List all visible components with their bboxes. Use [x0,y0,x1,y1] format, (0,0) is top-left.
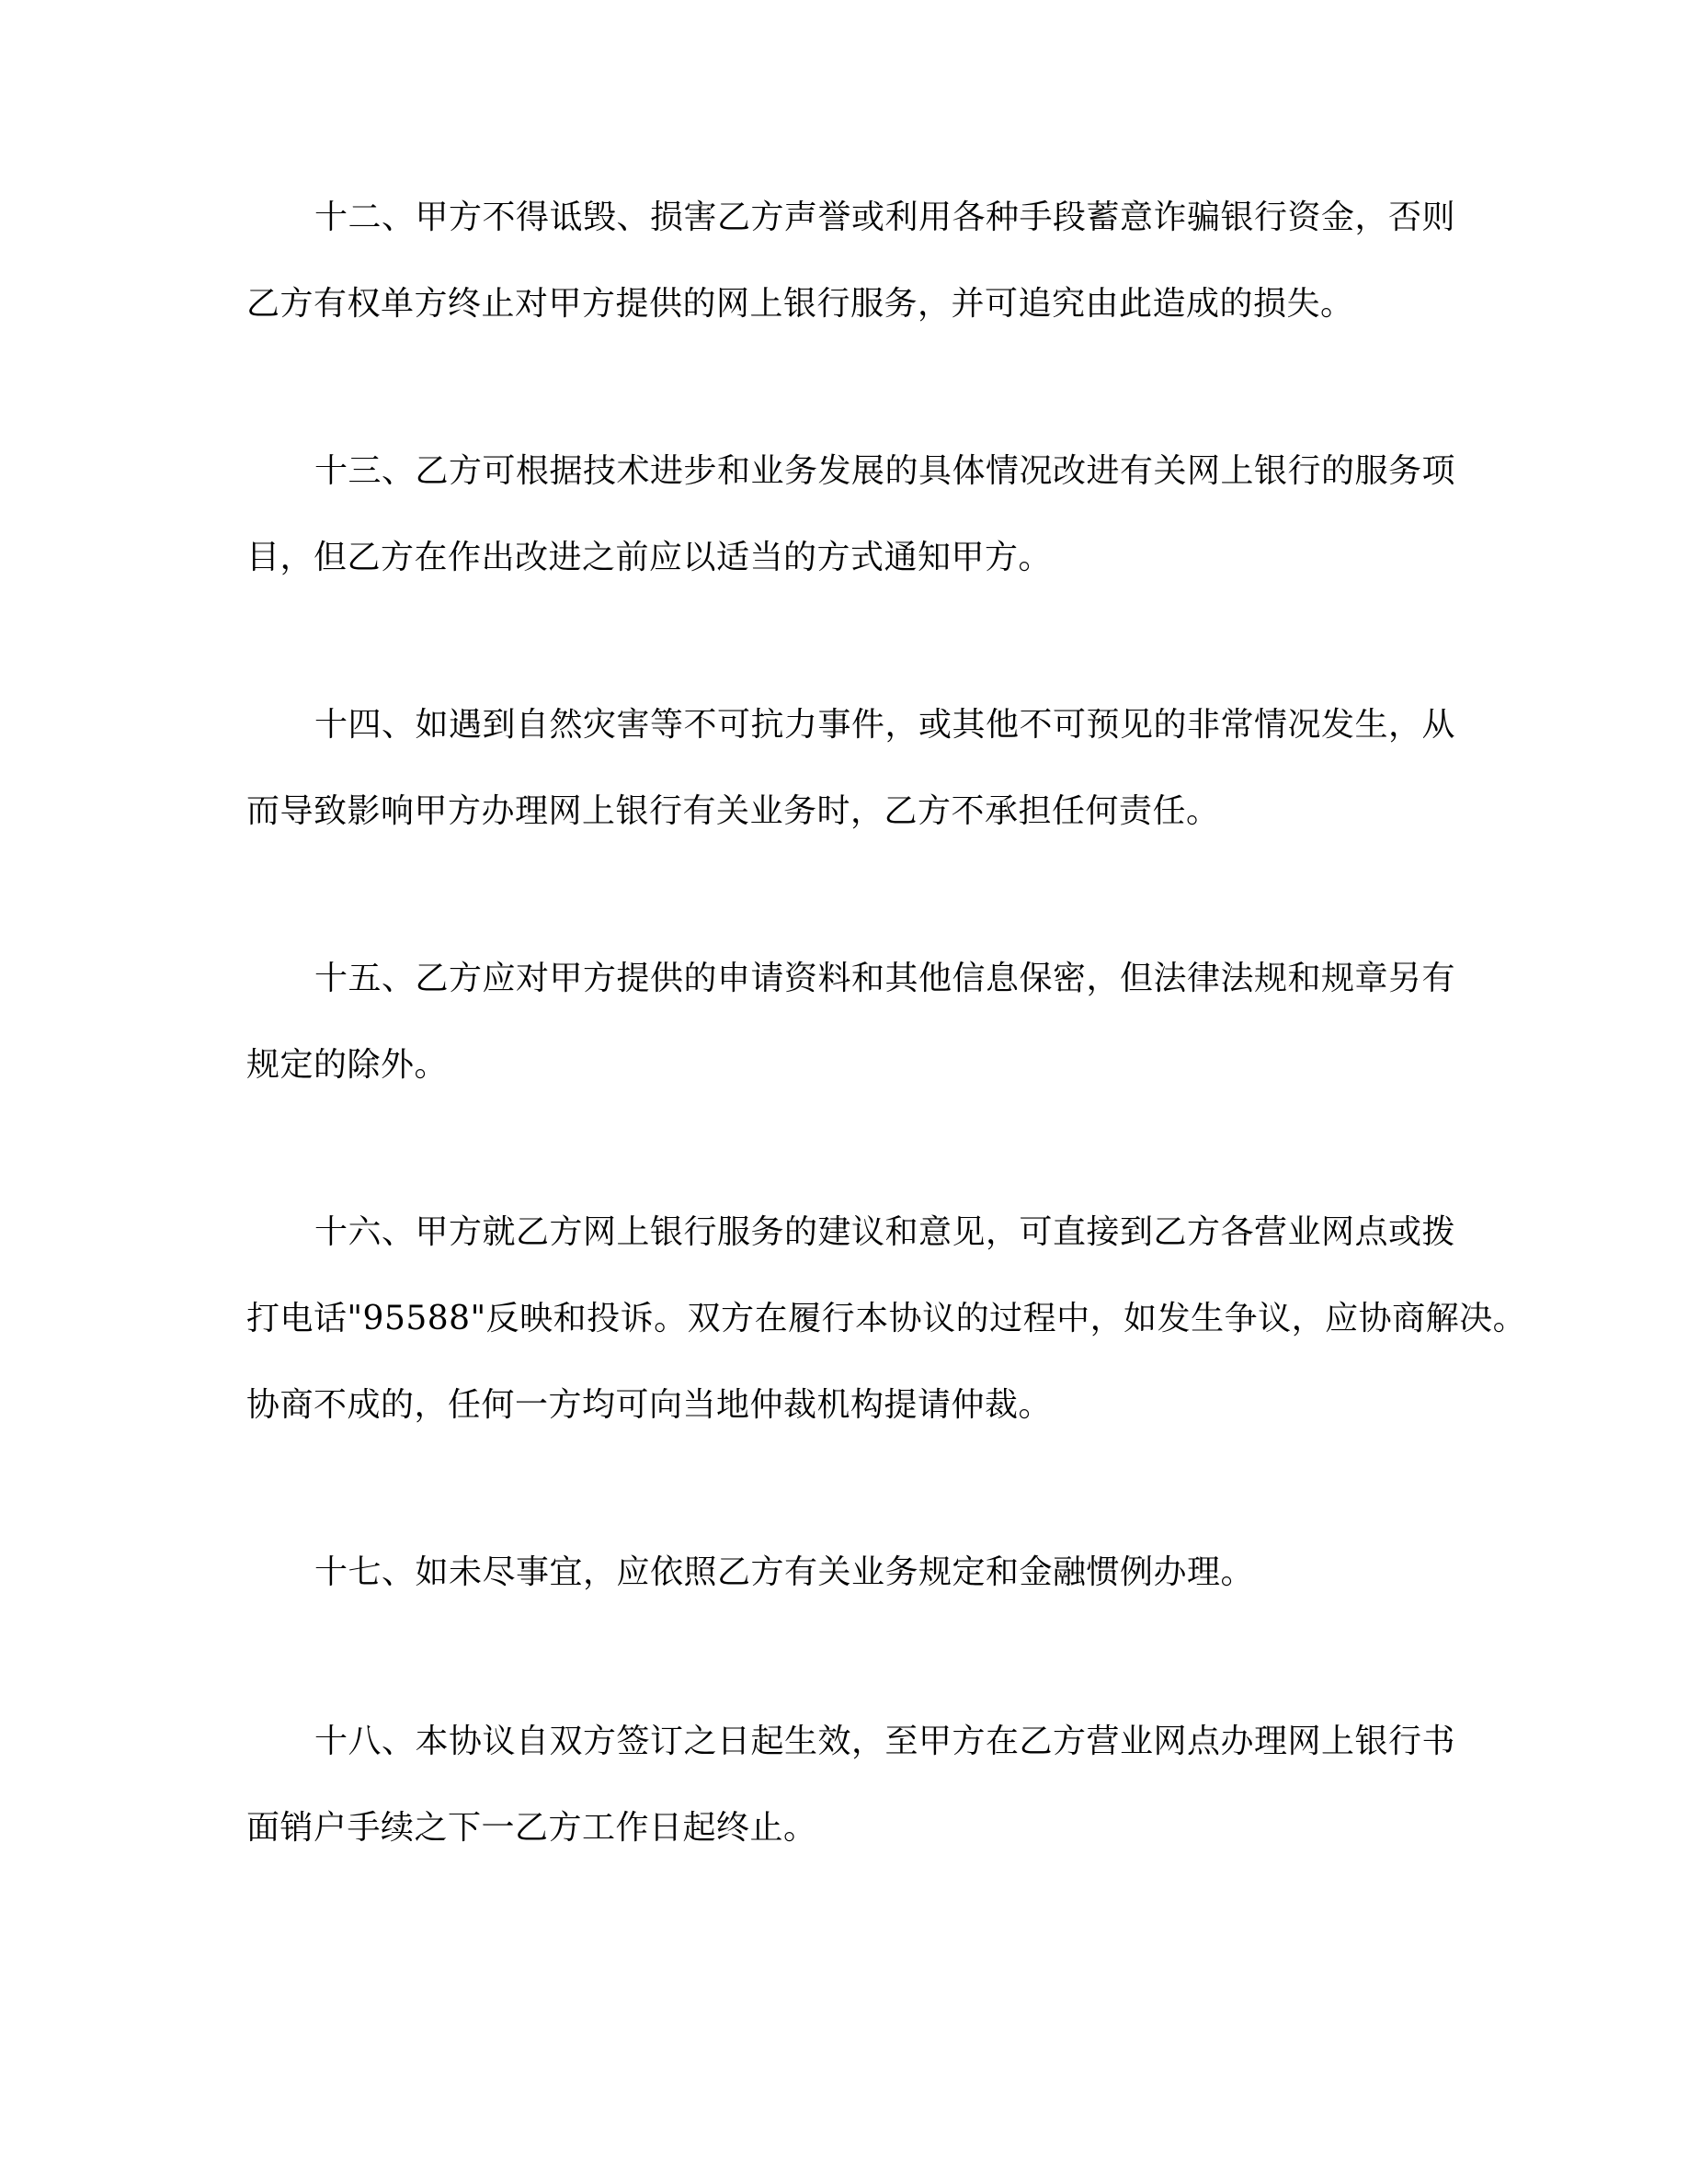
clause-18-line-2: 面销户手续之下一乙方工作日起终止。 [246,1809,817,1847]
clause-16-line-3: 协商不成的，任何一方均可向当地仲裁机构提请仲裁。 [246,1386,1053,1424]
clause-16 [246,1189,1527,1449]
clause-15-line-2: 规定的除外。 [246,1046,449,1084]
clause-14-line-2: 而导致影响甲方办理网上银行有关业务时，乙方不承担任何责任。 [246,792,1220,830]
clause-12 [246,175,1456,347]
clause-15-line-1: 十五、乙方应对甲方提供的申请资料和其他信息保密，但法律法规和规章另有 [314,960,1456,997]
clause-13-line-1: 十三、乙方可根据技术进步和业务发展的具体情况改进有关网上银行的服务项 [314,452,1456,490]
clause-14-line-1: 十四、如遇到自然灾害等不可抗力事件，或其他不可预见的非常情况发生，从 [314,706,1456,744]
clause-16-line-1: 十六、甲方就乙方网上银行服务的建议和意见，可直接到乙方各营业网点或拨 [314,1213,1456,1251]
clause-18-line-1: 十八、本协议自双方签订之日起生效，至甲方在乙方营业网点办理网上银行书 [314,1723,1456,1760]
clause-13 [246,428,1456,601]
clause-18 [246,1699,1456,1871]
clause-14 [246,682,1456,855]
clause-15 [246,936,1456,1109]
clause-17-line-1: 十七、如未尽事宜，应依照乙方有关业务规定和金融惯例办理。 [314,1553,1255,1591]
clause-12-line-1: 十二、甲方不得诋毁、损害乙方声誉或利用各种手段蓄意诈骗银行资金，否则 [314,199,1456,236]
clause-16-line-2: 打电话"95588"反映和投诉。双方在履行本协议的过程中，如发生争议，应协商解决。 [246,1300,1527,1337]
clause-12-line-2: 乙方有权单方终止对甲方提供的网上银行服务，并可追究由此造成的损失。 [246,285,1354,323]
clause-13-line-2: 目，但乙方在作出改进之前应以适当的方式通知甲方。 [246,539,1053,576]
clause-17 [246,1530,1436,1616]
